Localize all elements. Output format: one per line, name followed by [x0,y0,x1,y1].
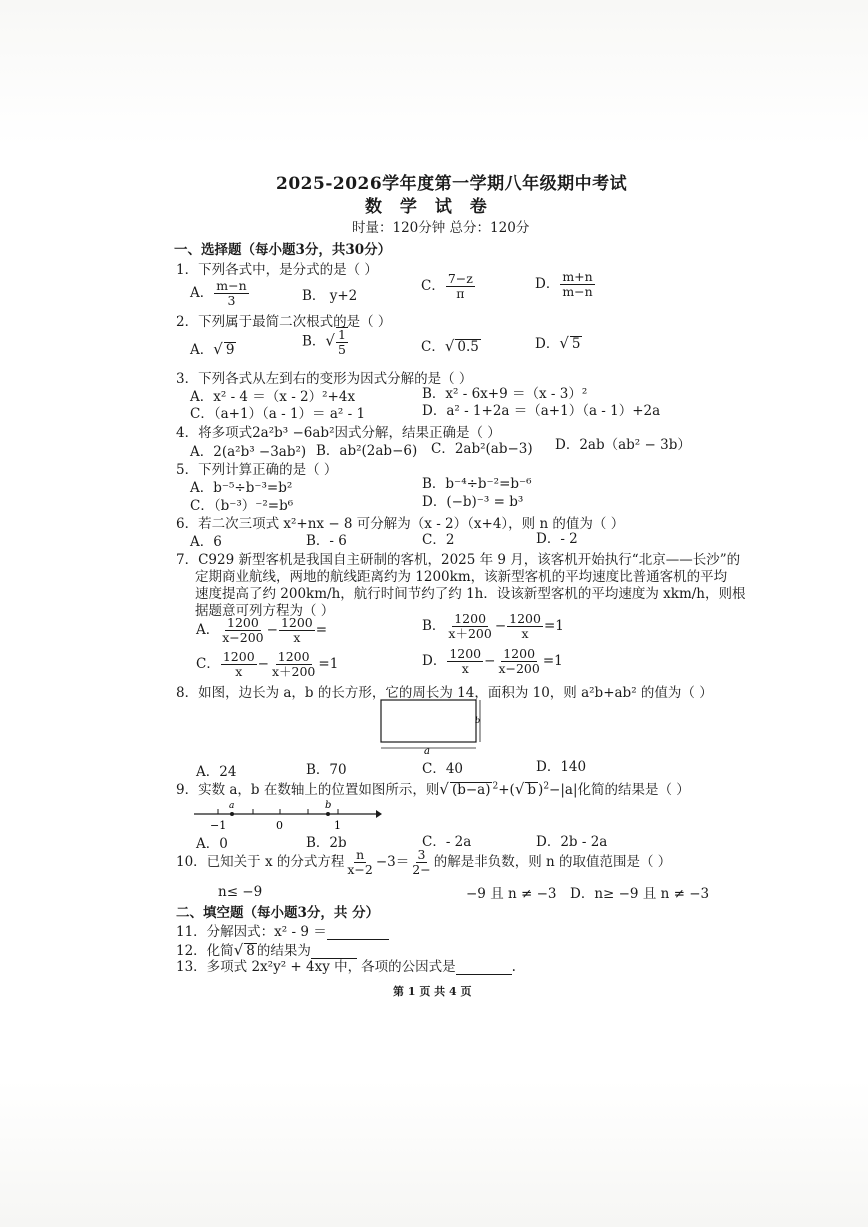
numerator: 1200 [277,649,310,664]
radicand: (b−a) [451,782,491,798]
option-label: D． [422,653,447,669]
tick-label: 1 [334,819,341,832]
exam-subtitle: 数 学 试 卷 [365,197,493,217]
q9-option-d: D．2b - 2a [536,834,608,850]
absolute-value: |a| [560,782,578,798]
q13-text: 13．多项式 2x²y² + 4xy 中，各项的公因式是 [176,959,456,975]
radicand: 5 [571,336,581,352]
option-label: D． [535,276,560,292]
q7-line-3: 速度提高了约 200km/h，航行时间节约了约 1h．设该新型客机的平均速度为 xkm/h，则根 [195,586,746,602]
rectangle [381,700,476,742]
q6-stem: 6．若二次三项式 x²+nx − 8 可分解为（x - 2）（x+4），则 n 的值为（ ） [176,516,625,532]
q7-line-4: 据题意可列方程为（ ） [195,603,335,619]
equation-tail: =1 [318,656,339,672]
option-label: D． [535,336,560,352]
denominator: x [293,630,301,645]
fraction [220,616,265,645]
paren: ) [538,782,544,798]
q2-option-d [535,332,582,352]
point-b [326,812,330,816]
denominator: x＋200 [448,626,492,641]
q4-option-d: D．2ab（ab² − 3b） [555,437,691,453]
q12-text: 12．化简 [176,943,234,959]
stem-text: 10．已知关于 x 的分式方程 [176,854,345,870]
minus-sign: − [494,618,507,634]
numerator: 1 [337,327,346,342]
q3-option-b: B．x² - 6x+9 ＝（x - 3）² [422,386,588,402]
q2-option-a [190,338,236,358]
fraction [270,650,317,679]
fraction [507,612,543,641]
paren: ( [509,782,515,798]
label-b: b [325,800,332,811]
q9-stem [176,778,690,798]
option-text: y+2 [329,288,358,304]
minus-sign: − [257,656,269,672]
numerator: n [356,847,365,862]
fraction [221,650,257,679]
q9-number-line [192,798,382,832]
fraction [336,327,348,357]
equation-tail: =1 [542,653,563,669]
q7-option-d [422,647,563,676]
q7-line-2: 定期商业航线，两地的航线距离约为 1200km，该新型客机的平均速度比普通客机的平均 [195,569,728,585]
fraction [279,616,315,645]
denominator: x−200 [222,630,264,645]
option-label: C． [421,339,445,355]
plus-sign: + [498,782,510,798]
q3-option-a: A．x² - 4 ＝（x - 2）²+4x [190,389,356,405]
option-label: B． [422,618,446,634]
q3-option-d: D．a² - 1+2a ＝（a+1）（a - 1）+2a [422,403,661,419]
q4-option-a: A．2(a²b³ −3ab²) [190,444,307,460]
denominator: 5 [337,342,346,357]
q2-stem: 2．下列属于最简二次根式的是（ ） [176,314,392,330]
q11-text: 11．分解因式：x² - 9 ＝ [176,924,327,940]
radical-sign: √ [439,780,449,798]
radical-sign: √ [325,331,335,350]
label-b: b [475,716,481,725]
fraction [410,848,432,877]
denominator: x [521,626,529,641]
minus-sign: − [484,653,496,669]
denominator: 3 [227,293,236,308]
q10-option-c: −9 且 n ≠ −3 [466,886,557,902]
denominator: π [456,286,465,301]
radicand: 0.5 [457,339,479,355]
q1-option-a [190,279,250,308]
numerator: 1200 [454,611,487,626]
fraction [447,647,483,676]
q5-stem: 5．下列计算正确的是（ ） [176,462,338,478]
q2-option-b [302,327,349,357]
fraction [214,279,248,308]
point-a [230,812,234,816]
section-choice-heading: 一、选择题（每小题3分，共30分） [174,242,392,258]
fraction [446,272,475,301]
minus-sign: − [266,622,278,638]
denominator: 2− [412,862,431,877]
equation-mid: −3＝ [375,854,410,870]
numerator: 1200 [222,649,255,664]
fraction [345,848,374,877]
q4-option-c: C．2ab²(ab−3) [431,441,533,457]
q5-option-a: A．b⁻⁵÷b⁻³=b² [190,480,293,496]
denominator: x−200 [498,661,540,676]
fraction [446,612,493,641]
option-label: B． [302,333,326,350]
answer-blank[interactable] [456,962,512,975]
radical-sign: √ [233,941,244,959]
q1-stem: 1．下列各式中，是分式的是（ ） [176,262,378,278]
equation-tail: = [315,622,328,638]
q5-option-b: B．b⁻⁴÷b⁻²=b⁻⁶ [422,476,532,492]
q8-stem: 8．如图，边长为 a，b 的长方形，它的周长为 14，面积为 10，则 a²b+ab² 的值为（ ） [176,685,713,701]
q1-option-d [535,270,596,299]
q1-option-c [421,272,476,301]
exam-info: 时量：120分钟 总分：120分 [352,220,530,236]
tick-label: −1 [210,819,227,832]
radical-sign: √ [213,340,223,358]
page-footer: 第 1 页 共 4 页 [393,985,472,998]
option-label: B． [302,288,326,304]
q2-option-c [421,335,481,355]
numerator: 7−z [447,271,473,286]
radicand: 9 [225,342,235,358]
fraction [560,270,594,299]
q4-stem: 4．将多项式2a²b³ −6ab²因式分解，结果正确是（ ） [176,425,501,441]
q10-option-a: n≤ −9 [218,884,263,900]
denominator: m−n [562,284,593,299]
numerator: 1200 [449,646,482,661]
tick-label: 0 [276,819,283,832]
minus-sign: − [549,782,561,798]
q7-option-a [196,616,327,645]
q6-option-b: B．- 6 [306,533,347,549]
radical-sign: √ [559,334,569,352]
q6-option-a: A．6 [190,534,222,550]
section-fill-heading: 二、填空题（每小题3分，共 分） [176,905,380,921]
q13 [176,955,516,975]
fraction [496,647,541,676]
radical-sign: √ [444,337,455,355]
numerator: 1200 [280,615,313,630]
q8-option-c: C．40 [422,761,464,777]
q11 [176,920,389,940]
q4-option-b: B．ab²(2ab−6) [316,443,418,459]
stem-text: 的解是非负数，则 n 的取值范围是（ ） [433,854,672,870]
denominator: x＋200 [271,664,316,679]
option-label: A． [190,342,214,358]
q3-option-c: C．（a+1）（a - 1）＝ a² - 1 [190,406,366,422]
denominator: x [235,664,243,679]
q10-stem [176,848,671,877]
q1-option-b [302,284,357,304]
exam-title: 2025-2026学年度第一学期八年级期中考试 [276,174,628,194]
stem-text: 化简的结果是（ ） [577,782,690,798]
option-label: C． [421,278,445,294]
exponent: 2 [543,781,550,792]
q10-option-d: D．n≥ −9 且 n ≠ −3 [570,886,710,902]
numerator: m+n [562,269,593,284]
denominator: x−2 [347,862,373,877]
q8-option-a: A．24 [196,764,237,780]
q8-rectangle-figure [376,696,486,758]
axis-arrow [376,810,382,818]
q7-line-1: 7．C929 新型客机是我国自主研制的客机，2025 年 9 月，该客机开始执行“北京——长沙”的 [176,552,741,568]
option-label: A． [190,285,214,301]
numerator: m−n [216,278,247,293]
q7-option-c [196,650,338,679]
denominator: x [461,661,469,676]
stem-text: 9．实数 a，b 在数轴上的位置如图所示，则 [176,782,440,798]
radical-sign: √ [514,780,525,798]
q12-text: 的结果为 [256,943,311,959]
radicand: b [527,782,537,798]
numerator: 1200 [227,615,259,630]
exponent: 2 [492,781,499,792]
option-label: A． [196,622,220,638]
q8-option-d: D．140 [536,759,587,775]
q9-option-c: C．- 2a [422,834,472,850]
numerator: 1200 [509,611,541,626]
q8-option-b: B．70 [306,762,347,778]
q6-option-c: C．2 [422,532,455,548]
option-label: C． [196,656,220,672]
q7-option-b [422,612,564,641]
numerator: 1200 [503,646,536,661]
q6-option-d: D．- 2 [536,531,578,547]
q5-option-d: D．(−b)⁻³ = b³ [422,494,524,510]
label-a: a [424,746,430,757]
q9-option-b: B．2b [306,835,347,851]
q5-option-c: C．（b⁻³）⁻²=b⁶ [190,498,294,514]
q13-period: . [511,959,516,975]
numerator: 3 [417,847,426,862]
q3-stem: 3．下列各式从左到右的变形为因式分解的是（ ） [176,371,473,387]
label-a: a [229,801,235,811]
q9-option-a: A．0 [196,836,228,852]
equation-tail: =1 [543,618,564,634]
radicand: 8 [246,943,255,959]
